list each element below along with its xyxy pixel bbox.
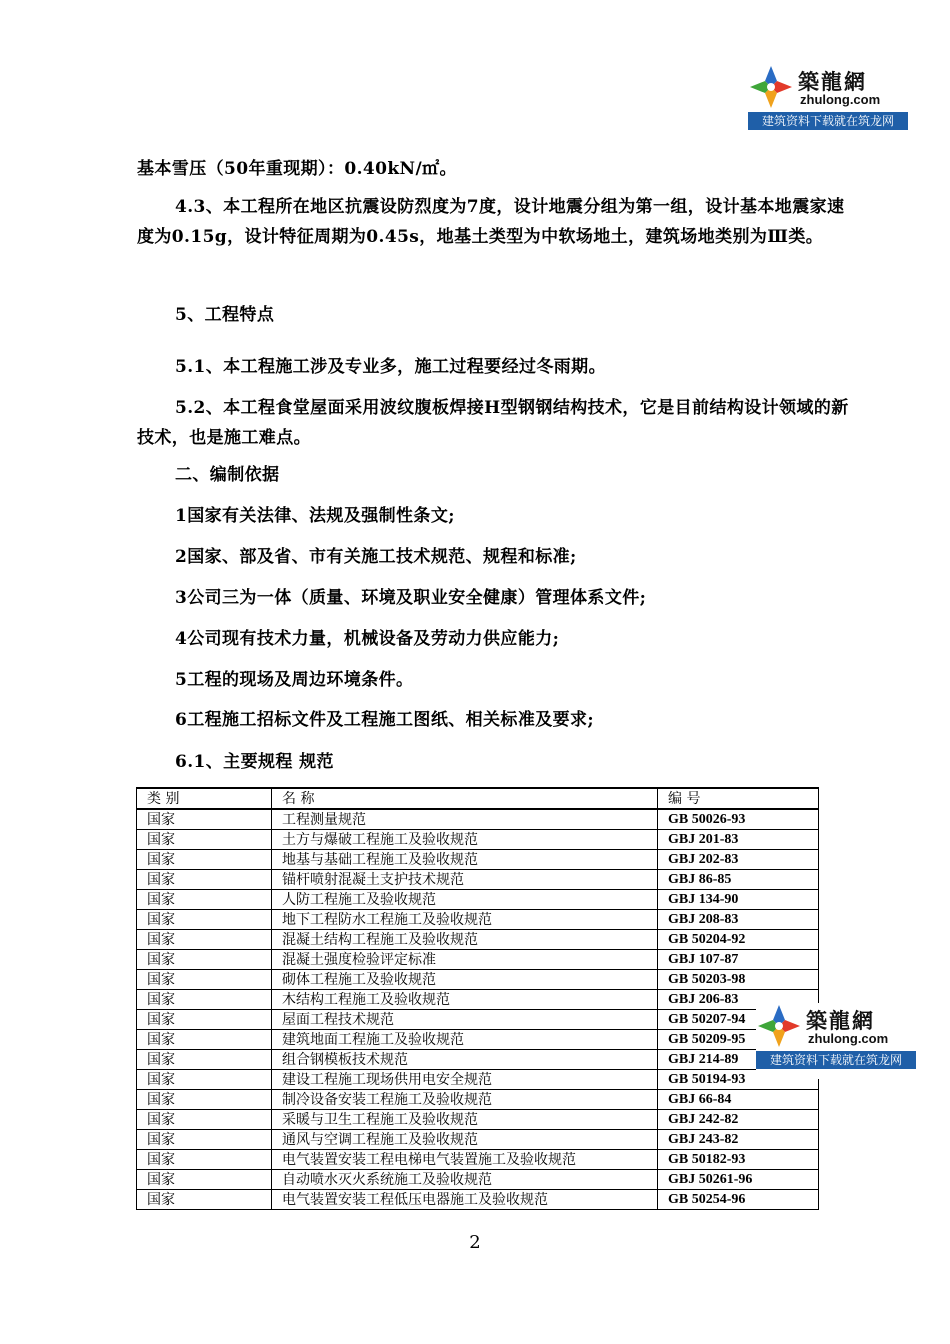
cell-category: 国家 xyxy=(137,890,272,910)
cell-code: GBJ 50261-96 xyxy=(658,1170,819,1190)
cell-code: GB 50209-95 xyxy=(658,1030,819,1050)
cell-name: 电气装置安装工程低压电器施工及验收规范 xyxy=(272,1190,658,1210)
logo-url: zhulong.com xyxy=(800,92,881,107)
table-row xyxy=(137,1170,819,1190)
cell-name: 木结构工程施工及验收规范 xyxy=(272,990,658,1010)
watermark-logo-top xyxy=(748,64,908,138)
cell-name: 锚杆喷射混凝土支护技术规范 xyxy=(272,870,658,890)
cell-category: 国家 xyxy=(137,850,272,870)
cell-name: 土方与爆破工程施工及验收规范 xyxy=(272,830,658,850)
cell-category: 国家 xyxy=(137,1030,272,1050)
cell-category: 国家 xyxy=(137,930,272,950)
cell-category: 国家 xyxy=(137,1070,272,1090)
cell-category: 国家 xyxy=(137,990,272,1010)
cell-name: 制冷设备安装工程施工及验收规范 xyxy=(272,1090,658,1110)
paragraph-5-2: 5.2、本工程食堂屋面采用波纹腹板焊接H型钢钢结构技术，它是目前结构设计领域的新技术，也是施工难点。 xyxy=(137,398,849,448)
cell-name: 屋面工程技术规范 xyxy=(272,1010,658,1030)
basis-item-1: 1国家有关法律、法规及强制性条文; xyxy=(175,506,455,526)
cell-category: 国家 xyxy=(137,830,272,850)
table-row xyxy=(137,1090,819,1110)
header-code: 编 号 xyxy=(658,788,819,809)
cell-code: GB 50182-93 xyxy=(658,1150,819,1170)
cell-code: GB 50254-96 xyxy=(658,1190,819,1210)
header-category: 类 别 xyxy=(137,788,272,809)
cell-name: 电气装置安装工程电梯电气装置施工及验收规范 xyxy=(272,1150,658,1170)
cell-code: GBJ 214-89 xyxy=(658,1050,819,1070)
pinwheel-logo-icon xyxy=(748,64,794,110)
cell-code: GB 50207-94 xyxy=(658,1010,819,1030)
table-row xyxy=(137,1130,819,1150)
cell-code: GB 50194-93 xyxy=(658,1070,819,1090)
cell-code: GBJ 107-87 xyxy=(658,950,819,970)
table-row xyxy=(137,930,819,950)
cell-code: GBJ 86-85 xyxy=(658,870,819,890)
paragraph-5-1: 5.1、本工程施工涉及专业多，施工过程要经过冬雨期。 xyxy=(175,357,606,377)
basis-item-5: 5工程的现场及周边环境条件。 xyxy=(175,670,414,690)
table-row xyxy=(137,950,819,970)
cell-category: 国家 xyxy=(137,1190,272,1210)
cell-name: 组合钢模板技术规范 xyxy=(272,1050,658,1070)
cell-category: 国家 xyxy=(137,1130,272,1150)
table-row xyxy=(137,1050,819,1070)
heading-6-1: 6.1、主要规程 规范 xyxy=(175,752,334,772)
logo-name-cn: 築龍網 xyxy=(806,1009,875,1033)
basis-item-6: 6工程施工招标文件及工程施工图纸、相关标准及要求; xyxy=(175,710,595,730)
cell-code: GBJ 201-83 xyxy=(658,830,819,850)
cell-name: 砌体工程施工及验收规范 xyxy=(272,970,658,990)
table-row xyxy=(137,1010,819,1030)
table-row xyxy=(137,910,819,930)
cell-name: 工程测量规范 xyxy=(272,809,658,830)
cell-category: 国家 xyxy=(137,870,272,890)
basis-item-2: 2国家、部及省、市有关施工技术规范、规程和标准; xyxy=(175,547,577,567)
basis-item-4: 4公司现有技术力量，机械设备及劳动力供应能力; xyxy=(175,629,560,649)
pinwheel-logo-icon xyxy=(756,1003,802,1049)
table-row xyxy=(137,1110,819,1130)
table-row xyxy=(137,1190,819,1210)
basis-item-3: 3公司三为一体（质量、环境及职业安全健康）管理体系文件; xyxy=(175,588,647,608)
cell-code: GB 50204-92 xyxy=(658,930,819,950)
cell-name: 地基与基础工程施工及验收规范 xyxy=(272,850,658,870)
table-header-row xyxy=(137,788,819,809)
table-row xyxy=(137,970,819,990)
cell-code: GB 50026-93 xyxy=(658,809,819,830)
standards-table xyxy=(136,787,819,1210)
paragraph-snow-pressure: 基本雪压（50年重现期）：0.40kN/㎡。 xyxy=(137,159,457,179)
cell-name: 人防工程施工及验收规范 xyxy=(272,890,658,910)
cell-name: 地下工程防水工程施工及验收规范 xyxy=(272,910,658,930)
cell-name: 建筑地面工程施工及验收规范 xyxy=(272,1030,658,1050)
table-row xyxy=(137,809,819,830)
cell-code: GBJ 66-84 xyxy=(658,1090,819,1110)
cell-name: 自动喷水灭火系统施工及验收规范 xyxy=(272,1170,658,1190)
table-row xyxy=(137,1150,819,1170)
logo-url: zhulong.com xyxy=(808,1031,889,1046)
cell-name: 采暖与卫生工程施工及验收规范 xyxy=(272,1110,658,1130)
cell-category: 国家 xyxy=(137,809,272,830)
watermark-logo-table xyxy=(756,1003,916,1079)
cell-code: GBJ 202-83 xyxy=(658,850,819,870)
cell-category: 国家 xyxy=(137,1090,272,1110)
cell-code: GBJ 243-82 xyxy=(658,1130,819,1150)
heading-basis: 二、编制依据 xyxy=(175,465,280,485)
cell-code: GB 50203-98 xyxy=(658,970,819,990)
table-row xyxy=(137,990,819,1010)
cell-name: 通风与空调工程施工及验收规范 xyxy=(272,1130,658,1150)
logo-name-cn: 築龍網 xyxy=(798,70,867,94)
table-row xyxy=(137,850,819,870)
cell-code: GBJ 206-83 xyxy=(658,990,819,1010)
cell-category: 国家 xyxy=(137,1050,272,1070)
cell-name: 混凝土结构工程施工及验收规范 xyxy=(272,930,658,950)
paragraph-4-3: 4.3、本工程所在地区抗震设防烈度为7度，设计地震分组为第一组，设计基本地震家速度为0.15g，设计特征周期为0.45s，地基土类型为中软场地土，建筑场地类别为Ⅲ类。 xyxy=(137,197,845,247)
table-row xyxy=(137,870,819,890)
header-name: 名 称 xyxy=(272,788,658,809)
cell-category: 国家 xyxy=(137,1110,272,1130)
cell-name: 混凝土强度检验评定标准 xyxy=(272,950,658,970)
cell-category: 国家 xyxy=(137,1150,272,1170)
cell-name: 建设工程施工现场供用电安全规范 xyxy=(272,1070,658,1090)
cell-category: 国家 xyxy=(137,1170,272,1190)
table-row xyxy=(137,890,819,910)
cell-category: 国家 xyxy=(137,950,272,970)
page-number: 2 xyxy=(469,1232,481,1253)
table-row xyxy=(137,830,819,850)
cell-category: 国家 xyxy=(137,910,272,930)
cell-code: GBJ 242-82 xyxy=(658,1110,819,1130)
cell-category: 国家 xyxy=(137,1010,272,1030)
logo-slogan: 建筑资料下载就在筑龙网 xyxy=(756,1051,916,1069)
cell-category: 国家 xyxy=(137,970,272,990)
table-row xyxy=(137,1070,819,1090)
table-row xyxy=(137,1030,819,1050)
heading-5: 5、工程特点 xyxy=(175,305,275,325)
cell-code: GBJ 134-90 xyxy=(658,890,819,910)
cell-code: GBJ 208-83 xyxy=(658,910,819,930)
logo-slogan: 建筑资料下载就在筑龙网 xyxy=(748,112,908,130)
